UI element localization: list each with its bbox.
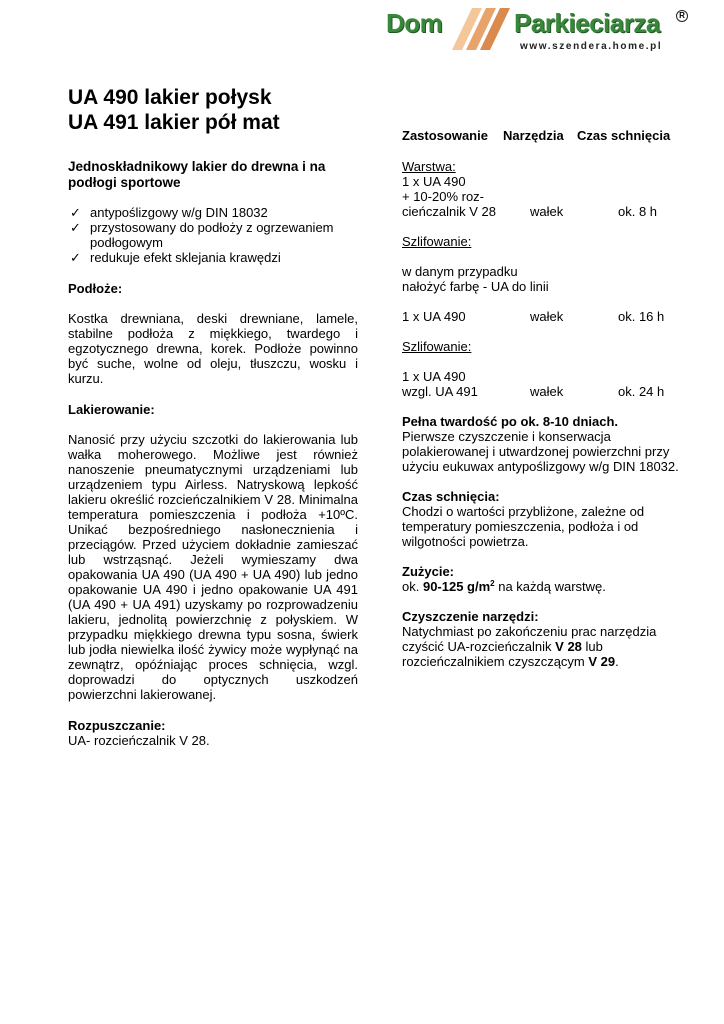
cleaning-text-c: . [615, 654, 619, 669]
solvent-heading: Rozpuszczanie: [68, 718, 166, 733]
layer-line-1: 1 x UA 490 [402, 174, 466, 189]
logo-stripes-icon [448, 8, 518, 50]
sanding-label: Szlifowanie: [402, 234, 472, 249]
header-tools: Narzędzia [503, 128, 564, 143]
usage-suffix: na każdą warstwę. [494, 579, 606, 594]
feature-text: redukuje efekt sklejania krawędzi [90, 250, 281, 265]
usage-heading: Zużycie: [402, 564, 455, 579]
logo-word-dom: Dom [386, 8, 443, 38]
feature-item [68, 220, 358, 250]
cell-tool: wałek [530, 309, 564, 324]
product-subtitle [68, 159, 358, 191]
cell-usage: cieńczalnik V 28 [402, 204, 496, 219]
title-line-1: UA 490 lakier połysk [68, 86, 272, 109]
document-title [68, 85, 280, 135]
subtitle-line-1: Jednoskładnikowy lakier do drewna i na [68, 159, 326, 174]
layer-line-2: + 10-20% roz- [402, 189, 485, 204]
substrate-text: Kostka drewniana, deski drewniane, lamele, stabilne podłoża z miękkiego, twardego i egzotycznego drewna, korek. Podłoże powinno być suche, wolne od oleju, tłuszczu, wosku i kurzu. [68, 311, 358, 386]
cleaning-text-b: lub rozcieńczalnikiem czyszczącym [402, 639, 603, 669]
header-drying-time: Czas schnięcia [577, 128, 671, 143]
checkmark-icon: ✓ [70, 205, 81, 220]
table-row [402, 204, 692, 219]
feature-text: antypoślizgowy w/g DIN 18032 [90, 205, 268, 220]
title-line-2: UA 491 lakier pół mat [68, 111, 280, 134]
table-row [402, 309, 692, 324]
cleaning-text-a: Natychmiast po zakończeniu prac narzędzia czyścić UA-rozcieńczalnik [402, 624, 657, 654]
cell-time: ok. 8 h [618, 204, 658, 219]
checkmark-icon: ✓ [70, 220, 81, 235]
cell-usage: 1 x UA 490 [402, 309, 466, 324]
sanding-label: Szlifowanie: [402, 339, 472, 354]
hardness-heading: Pełna twardość po ok. 8-10 dniach. [402, 414, 619, 429]
feature-item [68, 205, 358, 220]
usage-value: 90-125 g/m [422, 579, 491, 594]
sanding-note-cont: nałożyć farbę - UA do linii [402, 279, 549, 294]
cell-tool: wałek [530, 384, 564, 399]
feature-item [68, 250, 358, 265]
cleaning-heading: Czyszczenie narzędzi: [402, 609, 539, 624]
subtitle-line-2: podłogi sportowe [68, 175, 181, 190]
sanding-note: w danym przypadku [402, 264, 518, 279]
header-usage: Zastosowanie [402, 128, 488, 143]
feature-text: przystosowany do podłoży z ogrzewaniem [90, 220, 334, 235]
drying-text: Chodzi o wartości przybliżone, zależne od temperatury pomieszczenia, podłoża i od wilgotności powietrza. [402, 504, 645, 549]
company-logo [386, 6, 690, 54]
varnishing-heading: Lakierowanie: [68, 402, 155, 417]
left-column [68, 159, 358, 748]
hardness-text: Pierwsze czyszczenie i konserwacja polakierowanej i utwardzonej powierzchni przy użyciu eukuwax antypoślizgowy w/g DIN 18032. [402, 429, 679, 474]
drying-heading: Czas schnięcia: [402, 489, 500, 504]
cell-time: ok. 24 h [618, 384, 665, 399]
third-line-1: 1 x UA 490 [402, 369, 466, 384]
varnishing-text: Nanosić przy użyciu szczotki do lakierowania lub wałka moherowego. Możliwe jest również nanoszenie pneumatycznymi urządzeniami lub urządzeniem typu Airless. Natryskową lepkość lakieru określić rozcieńczalnikiem V 28. Minimalna temperatura pomieszczenia i podłoża +10ºC. Unikać bezpośredniego nasłonecznienia i przeciągów. Przed użyciem dokładnie zamieszać lub wstrząsnąć. Jeżeli wymieszamy dwa opakowania UA 490 (UA 490 + UA 490) lub jedno opakowanie UA 490 i jedno opakowanie UA 491 (UA 490 + UA 491) uzyskamy po rozprowadzeniu lakieru, jednolitą powierzchnię z połyskiem. W przypadku miękkiego drewna typu sosna, świerk lub jodła niewielka ilość żywicy może wypłynąć na zewnątrz, opóźniając proces schnięcia, wzgl. doprowadzi do optycznych uszkodzeń powierzchni lakierowanej. [68, 432, 358, 702]
right-column [402, 128, 692, 669]
table-header [402, 128, 692, 143]
usage-text [402, 579, 692, 594]
usage-superscript: 2 [490, 579, 495, 588]
registered-mark-icon: R [676, 10, 688, 22]
checkmark-icon: ✓ [70, 250, 81, 265]
cleaning-v28: V 28 [555, 639, 582, 654]
solvent-text: UA- rozcieńczalnik V 28. [68, 733, 210, 748]
table-row [402, 384, 692, 399]
substrate-heading: Podłoże: [68, 281, 123, 296]
logo-word-parkieciarza: Parkieciarza [514, 8, 660, 38]
feature-text-cont: podłogowym [90, 235, 163, 250]
feature-list [68, 205, 358, 265]
cleaning-v29: V 29 [588, 654, 616, 669]
cleaning-text [402, 624, 692, 669]
cell-usage: wzgl. UA 491 [402, 384, 478, 399]
usage-prefix: ok. [402, 579, 423, 594]
layer-label: Warstwa: [402, 159, 456, 174]
cell-time: ok. 16 h [618, 309, 665, 324]
cell-tool: wałek [530, 204, 564, 219]
logo-url: www.szendera.home.pl [520, 41, 663, 52]
